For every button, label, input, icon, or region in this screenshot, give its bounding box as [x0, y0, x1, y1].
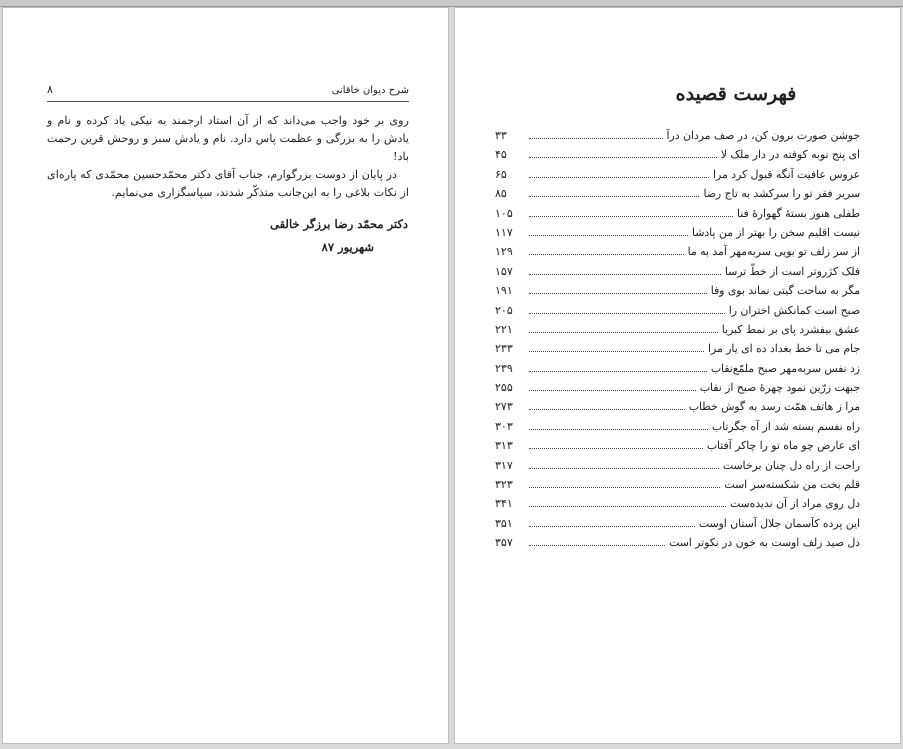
toc-entry-page: ۱۵۷ — [495, 264, 513, 278]
toc-entry-title: دل صید زلف اوست به خون در نکوتر است — [669, 536, 860, 550]
toc-leader-dots — [529, 304, 725, 314]
toc-entry — [495, 342, 860, 361]
author-name: دکتر محمّد رضا برزگر خالقی — [270, 217, 408, 231]
toc-entry-title: دل روی مراد از آن ندیده‌ست — [729, 497, 860, 511]
toc-entry-title: این پرده کآسمان جلال آستان اوست — [698, 516, 860, 530]
toc-entry — [495, 323, 860, 342]
toc-entry-title: از سر زلف تو بویی سربه‌مهر آمد به ما — [687, 245, 860, 259]
paragraph-1: روی بر خود واجب می‌داند که از آن استاد ارجمند به نیکی یاد کرده و نام و یادش را به بزرگی و عظمت پاس دارد. نام و یادش سبز و روحش قرین رحمت باد! — [47, 114, 409, 163]
paragraph-2: در پایان از دوست بزرگوارم، جناب آقای دکتر محمّدحسین محمّدی که پاره‌ای از نکات بلاغی را به این‌جانب متذکّر شدند، سپاسگزاری می‌نمایم. — [47, 168, 409, 199]
toc-entry-page: ۸۵ — [495, 187, 507, 201]
toc-entry-page: ۲۳۹ — [495, 361, 513, 375]
toc-entry-title: مرا ز هاتف همّت رسد به گوش خطاب — [688, 400, 860, 414]
viewer-top-strip — [0, 0, 903, 7]
running-title: شرح دیوان خاقانی — [331, 85, 409, 96]
toc-entry-page: ۶۵ — [495, 167, 507, 181]
toc-entry — [495, 187, 860, 206]
toc-leader-dots — [529, 342, 704, 352]
toc-leader-dots — [529, 536, 665, 546]
toc-entry-page: ۲۵۵ — [495, 381, 513, 395]
toc-entry-page: ۱۲۹ — [495, 245, 513, 259]
toc-entry-title: راه نفسم بسته شد از آه جگرتاب — [711, 419, 860, 433]
toc-entry-title: ای پنج نوبه کوفته در دار ملک لا — [720, 148, 860, 162]
toc-entry — [495, 362, 860, 381]
toc-leader-dots — [529, 129, 663, 139]
toc-entry — [495, 478, 860, 497]
toc-entry — [495, 400, 860, 419]
toc-entry-page: ۳۳ — [495, 129, 507, 142]
toc-entry-page: ۳۵۷ — [495, 536, 513, 550]
toc-entry-title: طفلی هنوز بستهٔ گهوارهٔ فنا — [736, 206, 860, 220]
toc-entry-title: فلک کژروتر است از خطّ ترسا — [724, 264, 860, 278]
toc-entry-page: ۲۰۵ — [495, 303, 513, 317]
toc-entry — [495, 536, 860, 555]
toc-entry — [495, 304, 860, 323]
toc-entry-title: صبح است کمانکش اختران را — [728, 303, 860, 317]
toc-entry — [495, 420, 860, 439]
toc-leader-dots — [529, 497, 726, 507]
page-number: ۸ — [47, 83, 53, 96]
left-page — [2, 7, 449, 744]
toc-entry-page: ۳۴۱ — [495, 497, 513, 511]
toc-leader-dots — [529, 284, 707, 294]
toc-entry-title: عشق بیفشرد پای بر نمط کبریا — [721, 322, 860, 336]
toc-leader-dots — [529, 187, 699, 197]
toc-leader-dots — [529, 265, 721, 275]
toc-entry-title: جام می تا خط بغداد ده ای یار مرا — [708, 342, 860, 356]
toc-entry-page: ۲۲۱ — [495, 322, 513, 336]
toc-leader-dots — [529, 207, 733, 217]
body-text — [47, 112, 409, 202]
toc-entry-page: ۳۲۳ — [495, 478, 513, 492]
toc-entry-page: ۱۰۵ — [495, 206, 513, 220]
toc-leader-dots — [529, 323, 718, 333]
toc-entry — [495, 226, 860, 245]
toc-entry-page: ۱۱۷ — [495, 225, 513, 239]
toc-entry — [495, 207, 860, 226]
toc-entry-title: قلم بخت من شکسته‌سر است — [724, 478, 860, 492]
toc-entry-title: زد نفس سربه‌مهر صبح ملمّع‌نقاب — [710, 361, 860, 375]
toc-entry-title: جبهت زرّین نمود چهرهٔ صبح از نقاب — [699, 381, 860, 395]
toc-entry-page: ۳۱۷ — [495, 458, 513, 472]
toc-entry — [495, 439, 860, 458]
toc-entry — [495, 148, 860, 167]
toc-entry — [495, 497, 860, 516]
toc-entry — [495, 381, 860, 400]
toc-leader-dots — [529, 459, 719, 469]
toc-entry — [495, 168, 860, 187]
toc-entry-title: ای عارض چو ماه تو را چاکر آفتاب — [706, 439, 860, 453]
toc-leader-dots — [529, 400, 685, 410]
toc-title: فهرست قصیده — [675, 83, 797, 105]
toc-leader-dots — [529, 420, 708, 430]
toc-entry-page: ۴۵ — [495, 148, 507, 162]
toc-entry-title: جوشن صورت برون کن، در صف مردان درآ — [666, 129, 860, 142]
signature-date: شهریور ۸۷ — [321, 240, 374, 254]
toc-entry — [495, 517, 860, 536]
toc-leader-dots — [529, 478, 720, 488]
toc-entry-title: سریر فقر تو را سرکشد به تاج رضا — [703, 187, 860, 201]
toc-leader-dots — [529, 245, 684, 255]
signature — [270, 213, 408, 259]
toc-entry — [495, 265, 860, 284]
toc-entry — [495, 245, 860, 264]
toc-leader-dots — [529, 517, 695, 527]
toc-leader-dots — [529, 439, 703, 449]
toc-entry-title: راحت از راه دل چنان برخاست — [722, 458, 860, 472]
running-head — [47, 83, 409, 102]
toc-list — [495, 129, 860, 556]
toc-entry-page: ۳۵۱ — [495, 516, 513, 530]
toc-leader-dots — [529, 381, 696, 391]
toc-entry-page: ۲۷۳ — [495, 400, 513, 414]
toc-entry — [495, 284, 860, 303]
toc-entry-page: ۲۳۳ — [495, 342, 513, 356]
toc-entry — [495, 459, 860, 478]
toc-leader-dots — [529, 226, 688, 236]
toc-entry-title: عروس عافیت آنگه قبول کرد مرا — [713, 167, 860, 181]
toc-entry-title: مگر به ساحت گیتی نماند بوی وفا — [710, 284, 860, 298]
toc-entry-page: ۱۹۱ — [495, 284, 513, 298]
toc-entry — [495, 129, 860, 148]
toc-leader-dots — [529, 168, 709, 178]
right-page — [454, 7, 901, 744]
toc-entry-page: ۳۰۳ — [495, 419, 513, 433]
toc-leader-dots — [529, 148, 717, 158]
toc-entry-title: نیست اقلیم سخن را بهتر از من پادشا — [691, 225, 860, 239]
toc-entry-page: ۳۱۳ — [495, 439, 513, 453]
toc-leader-dots — [529, 362, 707, 372]
